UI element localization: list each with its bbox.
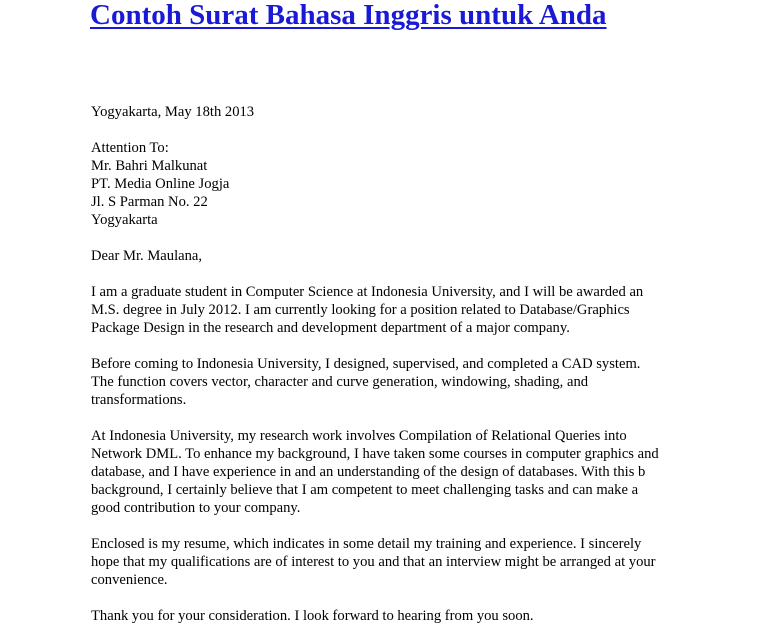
spacer — [91, 517, 691, 535]
spacer — [91, 409, 691, 427]
paragraph-line: background, I certainly believe that I am competent to meet challenging tasks and can make a — [91, 482, 639, 498]
spacer — [91, 589, 691, 607]
paragraph-2 — [91, 355, 691, 409]
spacer — [91, 229, 691, 247]
page-title-link[interactable]: Contoh Surat Bahasa Inggris untuk Anda — [90, 0, 607, 31]
paragraph-line: transformations. — [91, 392, 187, 408]
letter-body — [91, 103, 691, 625]
closing-line: Thank you for your consideration. I look forward to hearing from you soon. — [91, 608, 534, 624]
paragraph-1 — [91, 283, 691, 337]
paragraph-line: Network DML. To enhance my background, I have taken some courses in computer graphics and — [91, 446, 659, 462]
letter-date: Yogyakarta, May 18th 2013 — [91, 104, 255, 120]
paragraph-line: hope that my qualifications are of interest to you and that an interview might be arranged at your — [91, 554, 656, 570]
paragraph-4 — [91, 535, 691, 589]
paragraph-line: good contribution to your company. — [91, 500, 301, 516]
paragraph-line: convenience. — [91, 572, 168, 588]
paragraph-line: At Indonesia University, my research work involves Compilation of Relational Queries into — [91, 428, 627, 444]
spacer — [91, 121, 691, 139]
paragraph-line: M.S. degree in July 2012. I am currently looking for a position related to Database/Graphics — [91, 302, 630, 318]
spacer — [91, 265, 691, 283]
paragraph-line: Before coming to Indonesia University, I designed, supervised, and completed a CAD system. — [91, 356, 641, 372]
attention-line: Attention To: — [91, 140, 169, 156]
attention-line: Yogyakarta — [91, 212, 158, 228]
paragraph-line: Package Design in the research and development department of a major company. — [91, 320, 570, 336]
spacer — [91, 337, 691, 355]
attention-block — [91, 139, 691, 229]
paragraph-line: The function covers vector, character and curve generation, windowing, shading, and — [91, 374, 589, 390]
attention-line: Jl. S Parman No. 22 — [91, 194, 208, 210]
paragraph-line: database, and I have experience in and an understanding of the design of databases. With this b — [91, 464, 646, 480]
paragraph-3 — [91, 427, 691, 517]
attention-line: Mr. Bahri Malkunat — [91, 158, 208, 174]
salutation: Dear Mr. Maulana, — [91, 248, 203, 264]
paragraph-line: I am a graduate student in Computer Science at Indonesia University, and I will be awarded an — [91, 284, 644, 300]
paragraph-line: Enclosed is my resume, which indicates in some detail my training and experience. I sincerely — [91, 536, 642, 552]
attention-line: PT. Media Online Jogja — [91, 176, 230, 192]
